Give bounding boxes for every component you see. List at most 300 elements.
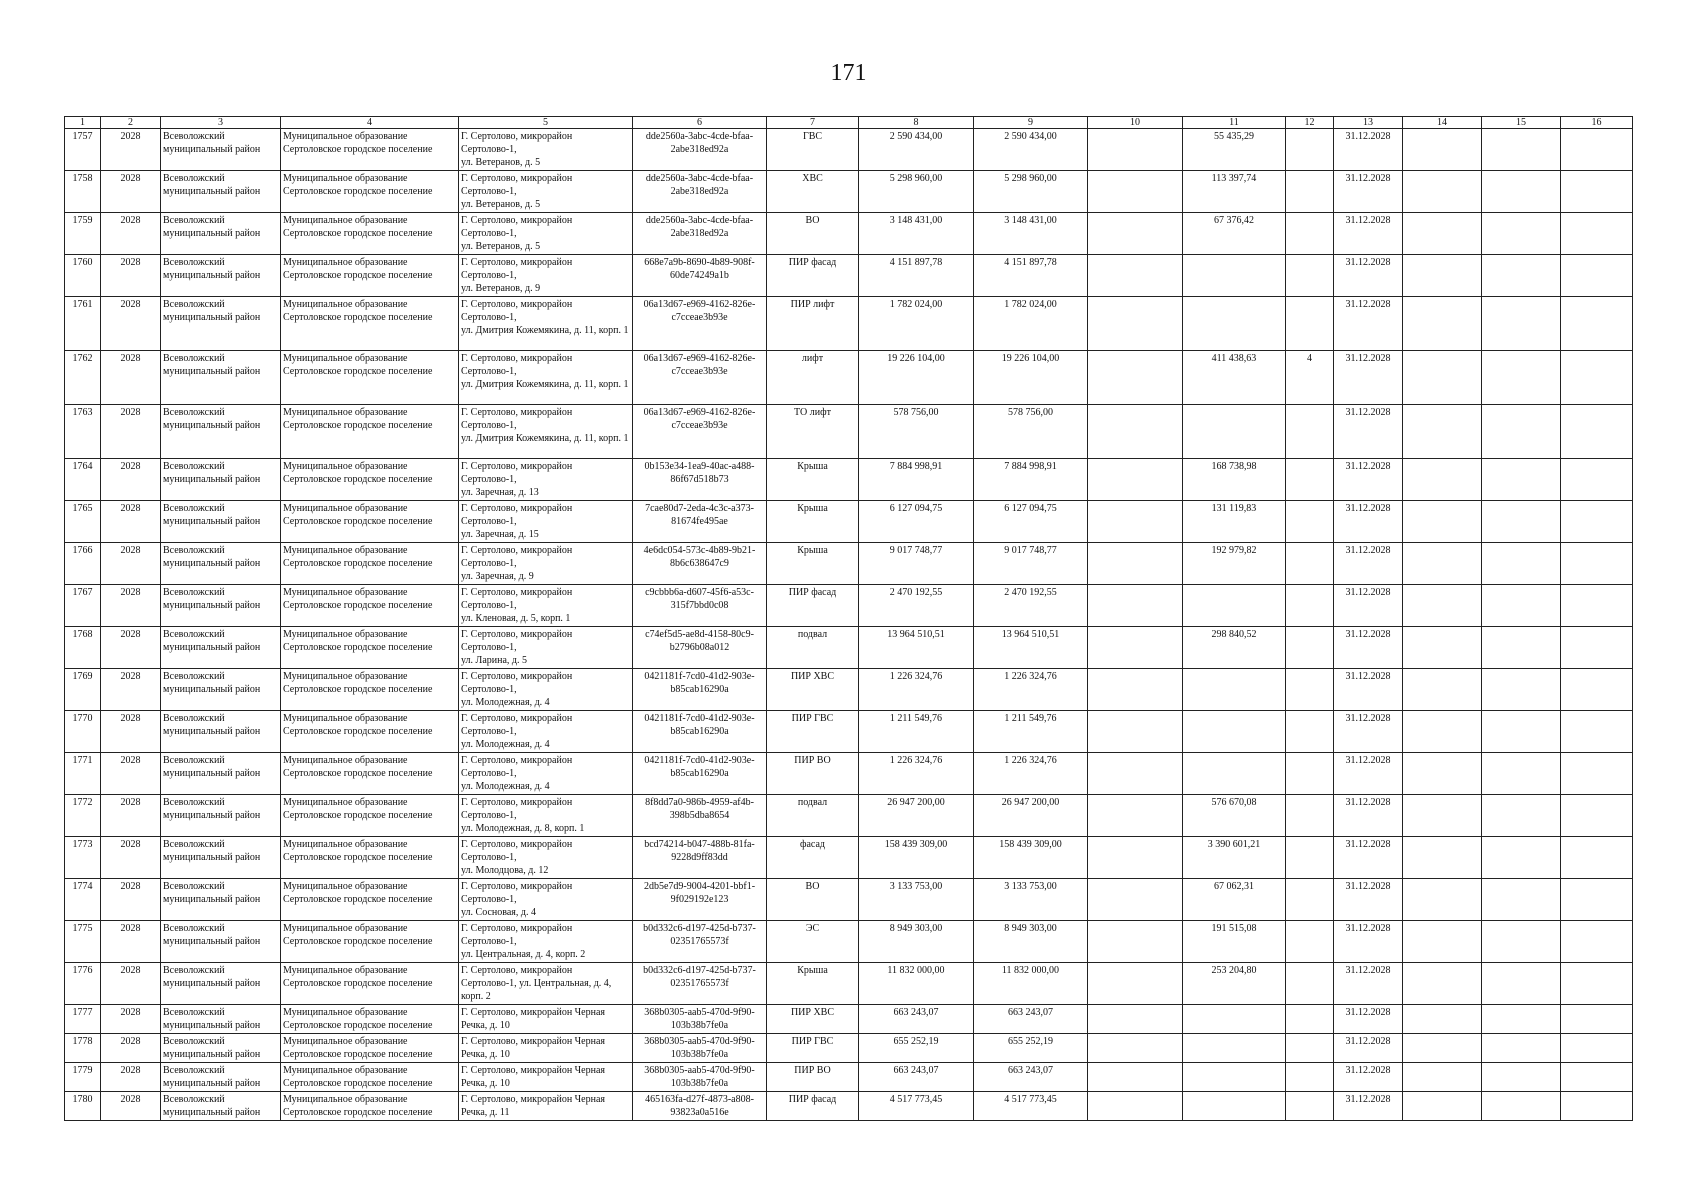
cost-cell: 663 243,07: [859, 1063, 974, 1092]
district-cell: Всеволожский муниципальный район: [161, 669, 281, 711]
district-cell: Всеволожский муниципальный район: [161, 711, 281, 753]
row-number-cell: 1766: [65, 543, 101, 585]
municipality-cell: Муниципальное образование Сертоловское городское поселение: [281, 879, 459, 921]
district-cell: Всеволожский муниципальный район: [161, 879, 281, 921]
column-15-cell: [1482, 171, 1561, 213]
year-cell: 2028: [101, 501, 161, 543]
address-cell: Г. Сертолово, микрорайон Черная Речка, д. 10: [459, 1034, 633, 1063]
address-cell: Г. Сертолово, микрорайон Сертолово-1, ул. Ветеранов, д. 5: [459, 171, 633, 213]
building-guid-cell: 8f8dd7a0-986b-4959-af4b-398b5dba8654: [633, 795, 767, 837]
building-guid-cell: 0421181f-7cd0-41d2-903e-b85cab16290a: [633, 669, 767, 711]
column-11-cell: [1183, 585, 1286, 627]
column-12-cell: [1286, 459, 1334, 501]
deadline-date-cell: 31.12.2028: [1334, 405, 1403, 459]
deadline-date-cell: 31.12.2028: [1334, 837, 1403, 879]
column-16-cell: [1561, 351, 1633, 405]
column-14-cell: [1403, 1063, 1482, 1092]
column-10-cell: [1088, 963, 1183, 1005]
table-row: [65, 669, 1633, 711]
column-16-cell: [1561, 1063, 1633, 1092]
table-row: [65, 837, 1633, 879]
cost-total-cell: 663 243,07: [974, 1063, 1088, 1092]
column-14-cell: [1403, 711, 1482, 753]
table-row: [65, 543, 1633, 585]
work-type-cell: ПИР фасад: [767, 255, 859, 297]
table-row: [65, 501, 1633, 543]
column-12-cell: [1286, 297, 1334, 351]
column-header: 6: [633, 117, 767, 129]
address-cell: Г. Сертолово, микрорайон Сертолово-1, ул. Дмитрия Кожемякина, д. 11, корп. 1: [459, 351, 633, 405]
column-header: 1: [65, 117, 101, 129]
column-11-cell: 67 376,42: [1183, 213, 1286, 255]
municipality-cell: Муниципальное образование Сертоловское городское поселение: [281, 711, 459, 753]
column-11-cell: 67 062,31: [1183, 879, 1286, 921]
year-cell: 2028: [101, 585, 161, 627]
column-12-cell: [1286, 213, 1334, 255]
row-number-cell: 1757: [65, 129, 101, 171]
building-guid-cell: 0421181f-7cd0-41d2-903e-b85cab16290a: [633, 753, 767, 795]
work-type-cell: ГВС: [767, 129, 859, 171]
district-cell: Всеволожский муниципальный район: [161, 459, 281, 501]
district-cell: Всеволожский муниципальный район: [161, 213, 281, 255]
work-type-cell: ЭС: [767, 921, 859, 963]
cost-cell: 1 226 324,76: [859, 669, 974, 711]
column-16-cell: [1561, 795, 1633, 837]
column-14-cell: [1403, 585, 1482, 627]
column-11-cell: [1183, 711, 1286, 753]
building-guid-cell: 2db5e7d9-9004-4201-bbf1-9f029192e123: [633, 879, 767, 921]
column-10-cell: [1088, 129, 1183, 171]
address-cell: Г. Сертолово, микрорайон Сертолово-1, ул. Кленовая, д. 5, корп. 1: [459, 585, 633, 627]
column-number-header-row: [65, 117, 1633, 129]
column-16-cell: [1561, 459, 1633, 501]
column-14-cell: [1403, 753, 1482, 795]
cost-cell: 19 226 104,00: [859, 351, 974, 405]
column-11-cell: 576 670,08: [1183, 795, 1286, 837]
table-row: [65, 753, 1633, 795]
table-row: [65, 627, 1633, 669]
municipality-cell: Муниципальное образование Сертоловское городское поселение: [281, 405, 459, 459]
column-10-cell: [1088, 669, 1183, 711]
table-row: [65, 297, 1633, 351]
year-cell: 2028: [101, 837, 161, 879]
work-type-cell: Крыша: [767, 963, 859, 1005]
building-guid-cell: 06a13d67-e969-4162-826e-c7cceae3b93e: [633, 297, 767, 351]
cost-cell: 663 243,07: [859, 1005, 974, 1034]
column-header: 16: [1561, 117, 1633, 129]
column-14-cell: [1403, 669, 1482, 711]
deadline-date-cell: 31.12.2028: [1334, 1034, 1403, 1063]
table-row: [65, 351, 1633, 405]
deadline-date-cell: 31.12.2028: [1334, 921, 1403, 963]
cost-cell: 655 252,19: [859, 1034, 974, 1063]
column-11-cell: 131 119,83: [1183, 501, 1286, 543]
address-cell: Г. Сертолово, микрорайон Сертолово-1, ул. Центральная, д. 4, корп. 2: [459, 921, 633, 963]
address-cell: Г. Сертолово, микрорайон Сертолово-1, ул. Ветеранов, д. 5: [459, 213, 633, 255]
building-guid-cell: b0d332c6-d197-425d-b737-02351765573f: [633, 921, 767, 963]
cost-cell: 26 947 200,00: [859, 795, 974, 837]
building-guid-cell: 0421181f-7cd0-41d2-903e-b85cab16290a: [633, 711, 767, 753]
column-10-cell: [1088, 753, 1183, 795]
row-number-cell: 1762: [65, 351, 101, 405]
address-cell: Г. Сертолово, микрорайон Сертолово-1, ул. Молодежная, д. 4: [459, 669, 633, 711]
column-10-cell: [1088, 585, 1183, 627]
column-16-cell: [1561, 543, 1633, 585]
row-number-cell: 1772: [65, 795, 101, 837]
column-10-cell: [1088, 459, 1183, 501]
column-12-cell: [1286, 837, 1334, 879]
building-guid-cell: bcd74214-b047-488b-81fa-9228d9ff83dd: [633, 837, 767, 879]
column-16-cell: [1561, 711, 1633, 753]
column-14-cell: [1403, 921, 1482, 963]
column-16-cell: [1561, 1034, 1633, 1063]
row-number-cell: 1760: [65, 255, 101, 297]
year-cell: 2028: [101, 963, 161, 1005]
column-header: 11: [1183, 117, 1286, 129]
district-cell: Всеволожский муниципальный район: [161, 795, 281, 837]
year-cell: 2028: [101, 171, 161, 213]
column-11-cell: [1183, 753, 1286, 795]
table-row: [65, 129, 1633, 171]
row-number-cell: 1764: [65, 459, 101, 501]
year-cell: 2028: [101, 543, 161, 585]
building-guid-cell: dde2560a-3abc-4cde-bfaa-2abe318ed92a: [633, 213, 767, 255]
column-14-cell: [1403, 405, 1482, 459]
deadline-date-cell: 31.12.2028: [1334, 459, 1403, 501]
column-16-cell: [1561, 405, 1633, 459]
work-type-cell: ВО: [767, 879, 859, 921]
deadline-date-cell: 31.12.2028: [1334, 963, 1403, 1005]
year-cell: 2028: [101, 213, 161, 255]
column-10-cell: [1088, 297, 1183, 351]
work-type-cell: ПИР ГВС: [767, 711, 859, 753]
municipality-cell: Муниципальное образование Сертоловское городское поселение: [281, 1063, 459, 1092]
column-14-cell: [1403, 627, 1482, 669]
column-header: 7: [767, 117, 859, 129]
column-14-cell: [1403, 297, 1482, 351]
address-cell: Г. Сертолово, микрорайон Сертолово-1, ул. Центральная, д. 4, корп. 2: [459, 963, 633, 1005]
municipality-cell: Муниципальное образование Сертоловское городское поселение: [281, 213, 459, 255]
work-type-cell: ХВС: [767, 171, 859, 213]
column-14-cell: [1403, 963, 1482, 1005]
cost-total-cell: 1 226 324,76: [974, 753, 1088, 795]
column-14-cell: [1403, 129, 1482, 171]
column-12-cell: [1286, 795, 1334, 837]
year-cell: 2028: [101, 1034, 161, 1063]
work-type-cell: ПИР ВО: [767, 1063, 859, 1092]
district-cell: Всеволожский муниципальный район: [161, 921, 281, 963]
deadline-date-cell: 31.12.2028: [1334, 213, 1403, 255]
year-cell: 2028: [101, 879, 161, 921]
cost-total-cell: 2 470 192,55: [974, 585, 1088, 627]
column-15-cell: [1482, 213, 1561, 255]
column-15-cell: [1482, 255, 1561, 297]
cost-cell: 11 832 000,00: [859, 963, 974, 1005]
year-cell: 2028: [101, 405, 161, 459]
column-12-cell: [1286, 255, 1334, 297]
column-15-cell: [1482, 405, 1561, 459]
column-12-cell: [1286, 879, 1334, 921]
work-type-cell: ПИР ХВС: [767, 1005, 859, 1034]
column-12-cell: [1286, 501, 1334, 543]
column-10-cell: [1088, 1034, 1183, 1063]
column-11-cell: [1183, 297, 1286, 351]
cost-total-cell: 655 252,19: [974, 1034, 1088, 1063]
column-11-cell: 3 390 601,21: [1183, 837, 1286, 879]
column-header: 13: [1334, 117, 1403, 129]
municipality-cell: Муниципальное образование Сертоловское городское поселение: [281, 753, 459, 795]
cost-total-cell: 6 127 094,75: [974, 501, 1088, 543]
row-number-cell: 1774: [65, 879, 101, 921]
district-cell: Всеволожский муниципальный район: [161, 297, 281, 351]
column-14-cell: [1403, 255, 1482, 297]
cost-total-cell: 26 947 200,00: [974, 795, 1088, 837]
address-cell: Г. Сертолово, микрорайон Черная Речка, д. 10: [459, 1005, 633, 1034]
municipality-cell: Муниципальное образование Сертоловское городское поселение: [281, 669, 459, 711]
building-guid-cell: 06a13d67-e969-4162-826e-c7cceae3b93e: [633, 405, 767, 459]
building-guid-cell: 368b0305-aab5-470d-9f90-103b38b7fe0a: [633, 1034, 767, 1063]
cost-cell: 4 517 773,45: [859, 1092, 974, 1121]
deadline-date-cell: 31.12.2028: [1334, 255, 1403, 297]
municipality-cell: Муниципальное образование Сертоловское городское поселение: [281, 963, 459, 1005]
row-number-cell: 1758: [65, 171, 101, 213]
cost-cell: 1 211 549,76: [859, 711, 974, 753]
municipality-cell: Муниципальное образование Сертоловское городское поселение: [281, 1034, 459, 1063]
column-11-cell: 168 738,98: [1183, 459, 1286, 501]
table-row: [65, 795, 1633, 837]
table-row: [65, 585, 1633, 627]
column-16-cell: [1561, 585, 1633, 627]
column-12-cell: [1286, 129, 1334, 171]
address-cell: Г. Сертолово, микрорайон Сертолово-1, ул. Молодцова, д. 12: [459, 837, 633, 879]
cost-total-cell: 19 226 104,00: [974, 351, 1088, 405]
building-guid-cell: 668e7a9b-8690-4b89-908f-60de74249a1b: [633, 255, 767, 297]
column-11-cell: 298 840,52: [1183, 627, 1286, 669]
column-12-cell: [1286, 669, 1334, 711]
column-10-cell: [1088, 405, 1183, 459]
district-cell: Всеволожский муниципальный район: [161, 837, 281, 879]
column-14-cell: [1403, 1034, 1482, 1063]
table-row: [65, 213, 1633, 255]
column-header: 3: [161, 117, 281, 129]
column-10-cell: [1088, 921, 1183, 963]
municipality-cell: Муниципальное образование Сертоловское городское поселение: [281, 297, 459, 351]
column-16-cell: [1561, 297, 1633, 351]
district-cell: Всеволожский муниципальный район: [161, 405, 281, 459]
deadline-date-cell: 31.12.2028: [1334, 1092, 1403, 1121]
cost-total-cell: 3 133 753,00: [974, 879, 1088, 921]
column-11-cell: [1183, 1005, 1286, 1034]
year-cell: 2028: [101, 711, 161, 753]
column-15-cell: [1482, 921, 1561, 963]
column-11-cell: 55 435,29: [1183, 129, 1286, 171]
building-guid-cell: dde2560a-3abc-4cde-bfaa-2abe318ed92a: [633, 129, 767, 171]
municipality-cell: Муниципальное образование Сертоловское городское поселение: [281, 459, 459, 501]
column-15-cell: [1482, 543, 1561, 585]
column-11-cell: 113 397,74: [1183, 171, 1286, 213]
column-10-cell: [1088, 351, 1183, 405]
row-number-cell: 1769: [65, 669, 101, 711]
column-12-cell: [1286, 1005, 1334, 1034]
column-11-cell: 411 438,63: [1183, 351, 1286, 405]
column-12-cell: [1286, 1034, 1334, 1063]
column-11-cell: [1183, 1063, 1286, 1092]
deadline-date-cell: 31.12.2028: [1334, 297, 1403, 351]
district-cell: Всеволожский муниципальный район: [161, 255, 281, 297]
building-guid-cell: c9cbbb6a-d607-45f6-a53c-315f7bbd0c08: [633, 585, 767, 627]
column-16-cell: [1561, 1092, 1633, 1121]
deadline-date-cell: 31.12.2028: [1334, 879, 1403, 921]
column-10-cell: [1088, 171, 1183, 213]
work-type-cell: ПИР лифт: [767, 297, 859, 351]
cost-cell: 8 949 303,00: [859, 921, 974, 963]
district-cell: Всеволожский муниципальный район: [161, 171, 281, 213]
column-14-cell: [1403, 543, 1482, 585]
column-15-cell: [1482, 501, 1561, 543]
column-14-cell: [1403, 459, 1482, 501]
work-type-cell: ПИР ГВС: [767, 1034, 859, 1063]
table-row: [65, 1005, 1633, 1034]
row-number-cell: 1773: [65, 837, 101, 879]
cost-total-cell: 578 756,00: [974, 405, 1088, 459]
table-row: [65, 879, 1633, 921]
cost-cell: 5 298 960,00: [859, 171, 974, 213]
column-16-cell: [1561, 753, 1633, 795]
column-12-cell: [1286, 405, 1334, 459]
row-number-cell: 1776: [65, 963, 101, 1005]
address-cell: Г. Сертолово, микрорайон Сертолово-1, ул. Заречная, д. 9: [459, 543, 633, 585]
column-10-cell: [1088, 501, 1183, 543]
district-cell: Всеволожский муниципальный район: [161, 1063, 281, 1092]
column-10-cell: [1088, 1092, 1183, 1121]
cost-cell: 158 439 309,00: [859, 837, 974, 879]
column-15-cell: [1482, 1092, 1561, 1121]
municipality-cell: Муниципальное образование Сертоловское городское поселение: [281, 129, 459, 171]
work-type-cell: ТО лифт: [767, 405, 859, 459]
column-15-cell: [1482, 837, 1561, 879]
column-14-cell: [1403, 879, 1482, 921]
column-15-cell: [1482, 459, 1561, 501]
municipality-cell: Муниципальное образование Сертоловское городское поселение: [281, 627, 459, 669]
year-cell: 2028: [101, 669, 161, 711]
cost-cell: 2 590 434,00: [859, 129, 974, 171]
cost-cell: 3 133 753,00: [859, 879, 974, 921]
deadline-date-cell: 31.12.2028: [1334, 669, 1403, 711]
deadline-date-cell: 31.12.2028: [1334, 129, 1403, 171]
address-cell: Г. Сертолово, микрорайон Сертолово-1, ул. Ларина, д. 5: [459, 627, 633, 669]
work-type-cell: Крыша: [767, 459, 859, 501]
cost-total-cell: 5 298 960,00: [974, 171, 1088, 213]
column-15-cell: [1482, 129, 1561, 171]
capital-repair-table: [64, 116, 1633, 1121]
building-guid-cell: c74ef5d5-ae8d-4158-80c9-b2796b08a012: [633, 627, 767, 669]
row-number-cell: 1771: [65, 753, 101, 795]
building-guid-cell: b0d332c6-d197-425d-b737-02351765573f: [633, 963, 767, 1005]
year-cell: 2028: [101, 129, 161, 171]
row-number-cell: 1761: [65, 297, 101, 351]
address-cell: Г. Сертолово, микрорайон Сертолово-1, ул. Молодежная, д. 4: [459, 753, 633, 795]
column-10-cell: [1088, 1063, 1183, 1092]
column-10-cell: [1088, 543, 1183, 585]
work-type-cell: ПИР фасад: [767, 1092, 859, 1121]
column-10-cell: [1088, 213, 1183, 255]
row-number-cell: 1763: [65, 405, 101, 459]
deadline-date-cell: 31.12.2028: [1334, 585, 1403, 627]
column-12-cell: [1286, 627, 1334, 669]
column-16-cell: [1561, 963, 1633, 1005]
work-type-cell: Крыша: [767, 501, 859, 543]
row-number-cell: 1779: [65, 1063, 101, 1092]
column-10-cell: [1088, 1005, 1183, 1034]
column-14-cell: [1403, 351, 1482, 405]
municipality-cell: Муниципальное образование Сертоловское городское поселение: [281, 351, 459, 405]
address-cell: Г. Сертолово, микрорайон Сертолово-1, ул. Дмитрия Кожемякина, д. 11, корп. 1: [459, 405, 633, 459]
table-row: [65, 1092, 1633, 1121]
cost-total-cell: 1 211 549,76: [974, 711, 1088, 753]
column-11-cell: [1183, 255, 1286, 297]
column-11-cell: 192 979,82: [1183, 543, 1286, 585]
year-cell: 2028: [101, 795, 161, 837]
column-header: 2: [101, 117, 161, 129]
deadline-date-cell: 31.12.2028: [1334, 795, 1403, 837]
year-cell: 2028: [101, 255, 161, 297]
column-16-cell: [1561, 627, 1633, 669]
column-header: 12: [1286, 117, 1334, 129]
cost-total-cell: 2 590 434,00: [974, 129, 1088, 171]
table-row: [65, 1034, 1633, 1063]
deadline-date-cell: 31.12.2028: [1334, 1063, 1403, 1092]
municipality-cell: Муниципальное образование Сертоловское городское поселение: [281, 1005, 459, 1034]
column-16-cell: [1561, 1005, 1633, 1034]
column-11-cell: [1183, 669, 1286, 711]
column-15-cell: [1482, 585, 1561, 627]
work-type-cell: подвал: [767, 627, 859, 669]
row-number-cell: 1770: [65, 711, 101, 753]
column-12-cell: [1286, 921, 1334, 963]
column-10-cell: [1088, 711, 1183, 753]
cost-total-cell: 1 226 324,76: [974, 669, 1088, 711]
row-number-cell: 1768: [65, 627, 101, 669]
year-cell: 2028: [101, 297, 161, 351]
column-12-cell: [1286, 753, 1334, 795]
deadline-date-cell: 31.12.2028: [1334, 171, 1403, 213]
municipality-cell: Муниципальное образование Сертоловское городское поселение: [281, 921, 459, 963]
district-cell: Всеволожский муниципальный район: [161, 501, 281, 543]
address-cell: Г. Сертолово, микрорайон Сертолово-1, ул. Ветеранов, д. 5: [459, 129, 633, 171]
column-12-cell: [1286, 1063, 1334, 1092]
column-10-cell: [1088, 837, 1183, 879]
cost-cell: 6 127 094,75: [859, 501, 974, 543]
column-14-cell: [1403, 171, 1482, 213]
cost-cell: 3 148 431,00: [859, 213, 974, 255]
column-11-cell: [1183, 1034, 1286, 1063]
column-16-cell: [1561, 171, 1633, 213]
municipality-cell: Муниципальное образование Сертоловское городское поселение: [281, 501, 459, 543]
cost-total-cell: 7 884 998,91: [974, 459, 1088, 501]
deadline-date-cell: 31.12.2028: [1334, 351, 1403, 405]
address-cell: Г. Сертолово, микрорайон Сертолово-1, ул. Молодежная, д. 4: [459, 711, 633, 753]
year-cell: 2028: [101, 1063, 161, 1092]
year-cell: 2028: [101, 753, 161, 795]
column-11-cell: [1183, 405, 1286, 459]
column-14-cell: [1403, 213, 1482, 255]
row-number-cell: 1780: [65, 1092, 101, 1121]
column-16-cell: [1561, 213, 1633, 255]
column-15-cell: [1482, 753, 1561, 795]
cost-total-cell: 1 782 024,00: [974, 297, 1088, 351]
table-row: [65, 255, 1633, 297]
column-11-cell: 191 515,08: [1183, 921, 1286, 963]
